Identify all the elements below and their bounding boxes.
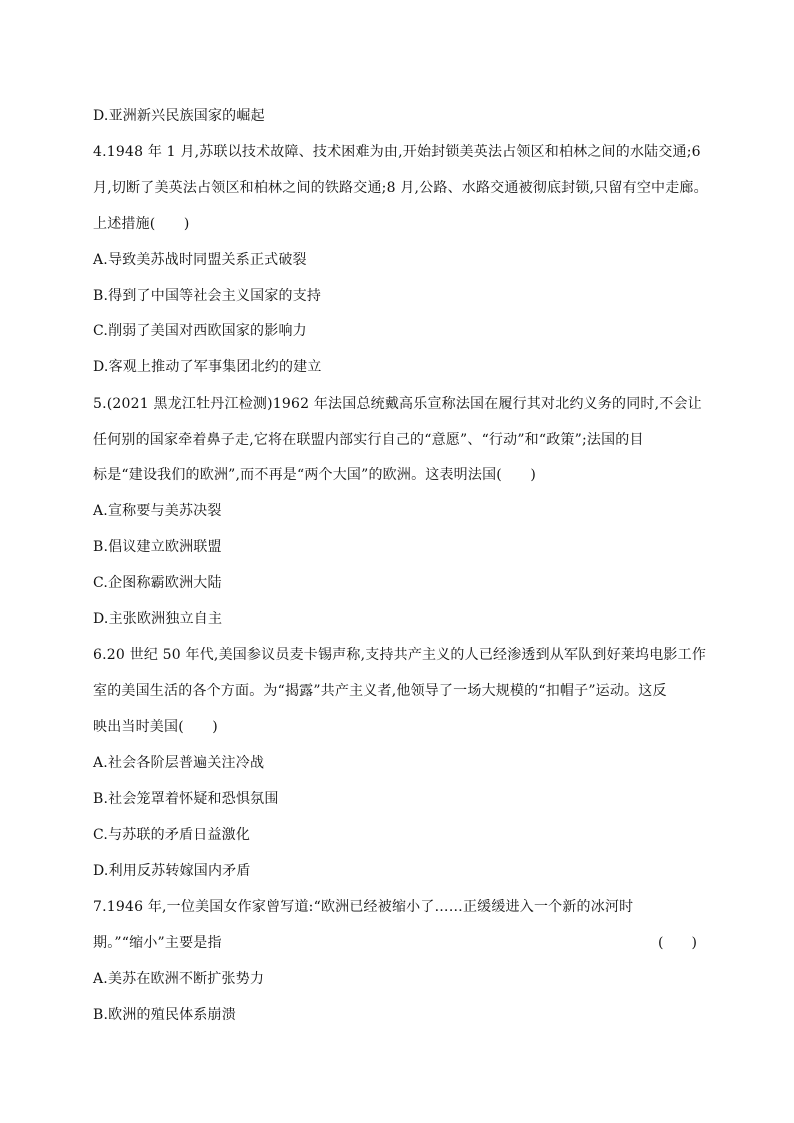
q7-stem-line1: 7.1946 年,一位美国女作家曾写道:“欧洲已经被缩小了……正缓缓进入一个新的冰河时: [93, 899, 634, 915]
q7-option-b: B.欧洲的殖民体系崩溃: [93, 1007, 236, 1023]
q3-option-d: D.亚洲新兴民族国家的崛起: [93, 108, 265, 124]
q6-stem-line1: 6.20 世纪 50 年代,美国参议员麦卡锡声称,支持共产主义的人已经渗透到从军队到好莱坞电影工作: [93, 647, 707, 663]
q6-option-d: D.利用反苏转嫁国内矛盾: [93, 863, 251, 879]
q4-stem-line3: 上述措施( ): [93, 216, 190, 232]
q5-option-b: B.倡议建立欧洲联盟: [93, 539, 222, 555]
q6-option-a: A.社会各阶层普遍关注冷战: [93, 755, 265, 771]
q5-stem-line3: 标是“建设我们的欧洲”,而不再是“两个大国”的欧洲。这表明法国( ): [93, 467, 537, 483]
q5-option-d: D.主张欧洲独立自主: [93, 611, 223, 627]
q4-stem-line2: 月,切断了美英法占领区和柏林之间的铁路交通;8 月,公路、水路交通被彻底封锁,只留有空中走廊。: [93, 180, 708, 196]
q5-stem-line1: 5.(2021 黑龙江牡丹江检测)1962 年法国总统戴高乐宣称法国在履行其对北约义务的同时,不会让: [93, 396, 702, 412]
q6-option-c: C.与苏联的矛盾日益激化: [93, 827, 251, 843]
q4-stem-line1: 4.1948 年 1 月,苏联以技术故障、技术困难为由,开始封锁美英法占领区和柏林之间的水陆交通;6: [93, 144, 701, 160]
q5-option-a: A.宣称要与美苏决裂: [93, 503, 222, 519]
q7-answer-bracket: ( ): [658, 935, 697, 951]
q5-option-c: C.企图称霸欧洲大陆: [93, 575, 222, 591]
q6-option-b: B.社会笼罩着怀疑和恐惧氛围: [93, 791, 279, 807]
q6-stem-line2: 室的美国生活的各个方面。为“揭露”共产主义者,他领导了一场大规模的“扣帽子”运动。这反: [93, 683, 667, 699]
q6-stem-line3: 映出当时美国( ): [93, 719, 218, 735]
q4-option-c: C.削弱了美国对西欧国家的影响力: [93, 323, 307, 339]
q7-stem-line2: 期。”“缩小”主要是指: [93, 935, 222, 951]
q7-option-a: A.美苏在欧洲不断扩张势力: [93, 971, 265, 987]
q4-option-b: B.得到了中国等社会主义国家的支持: [93, 288, 322, 304]
q5-stem-line2: 任何别的国家牵着鼻子走,它将在联盟内部实行自己的“意愿”、“行动”和“政策”;法国的目: [93, 432, 644, 448]
q4-option-d: D.客观上推动了军事集团北约的建立: [93, 359, 322, 375]
q4-option-a: A.导致美苏战时同盟关系正式破裂: [93, 252, 307, 268]
